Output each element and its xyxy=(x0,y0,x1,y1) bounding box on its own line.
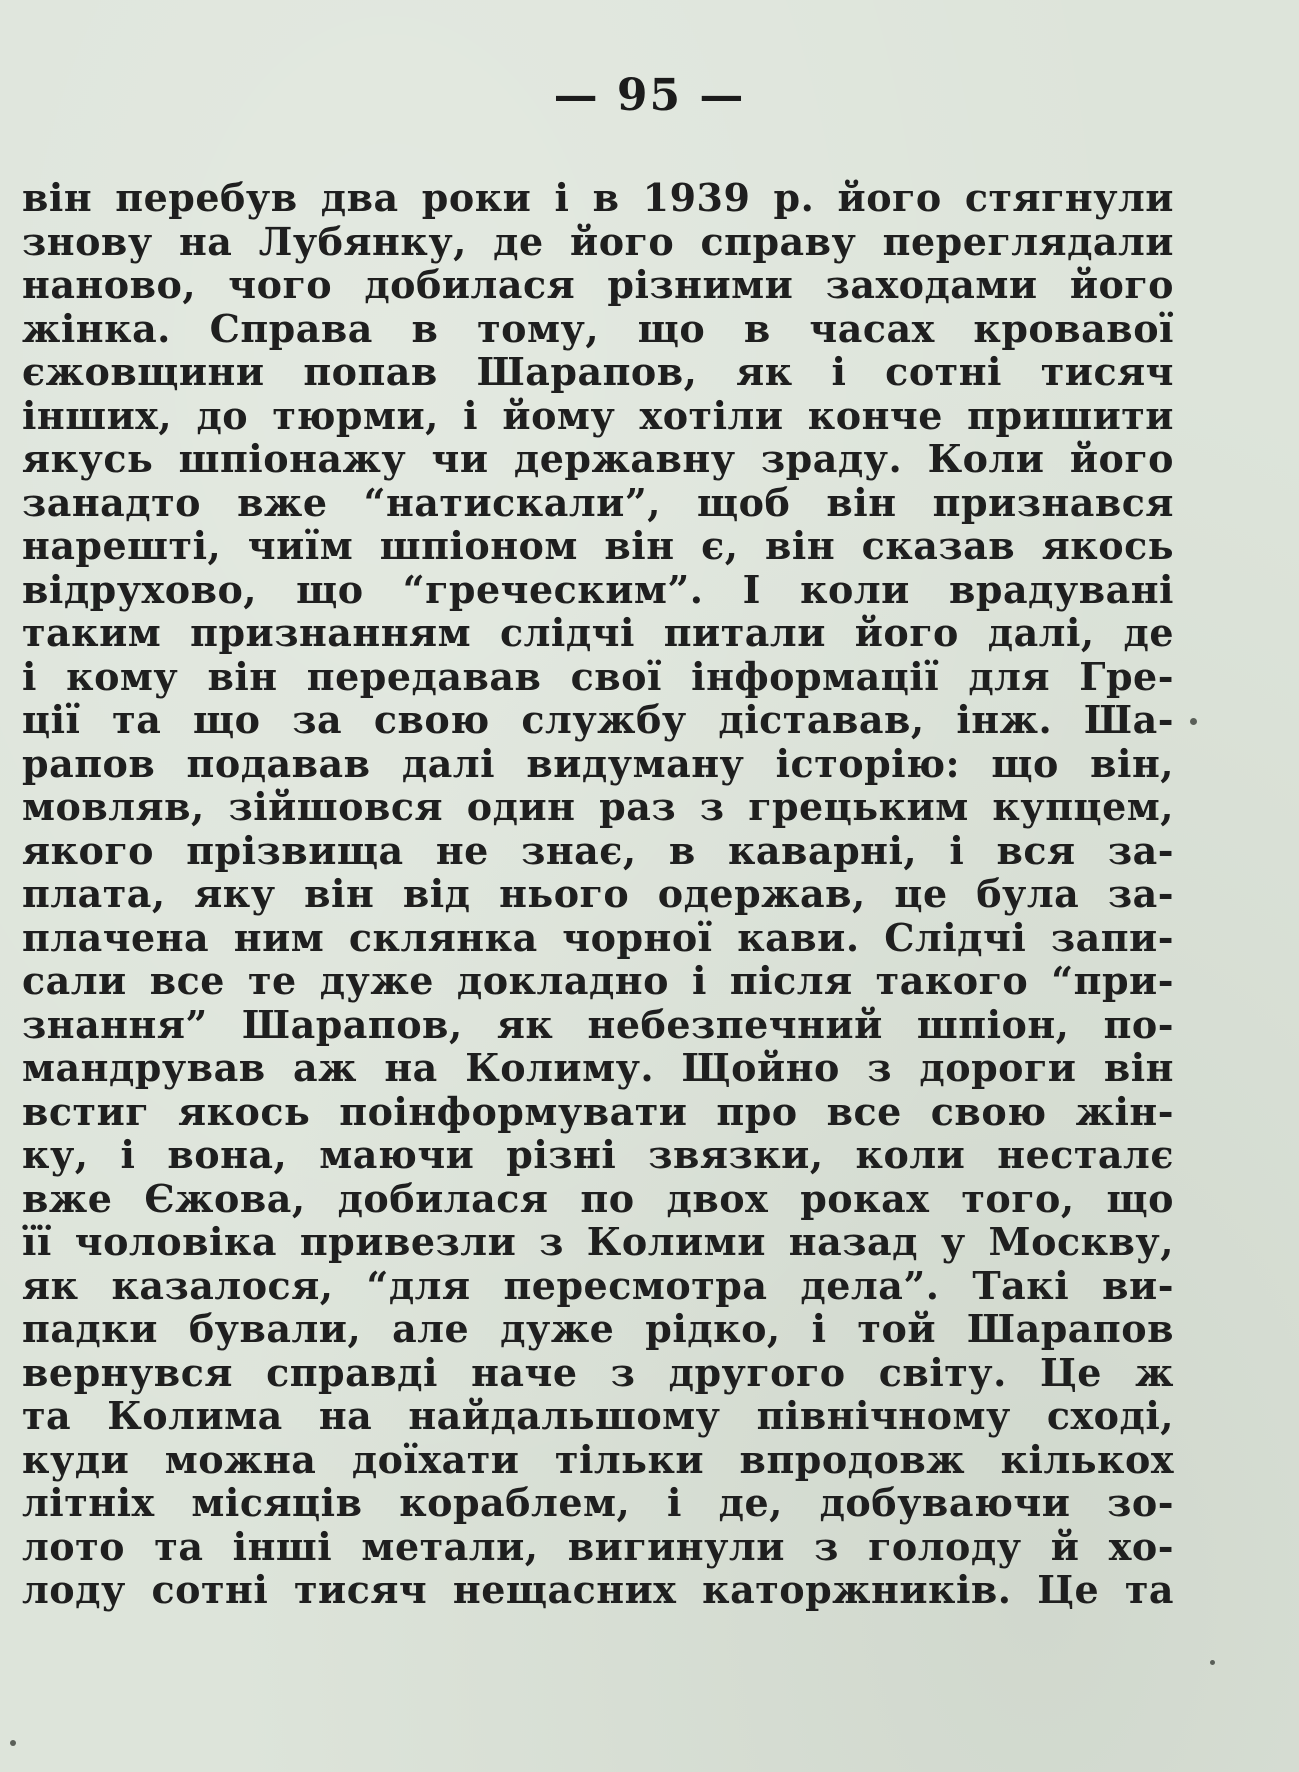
text-line: її чоловіка привезли з Колими назад у Москву, xyxy=(22,1219,1174,1264)
text-line: плачена ним склянка чорної кави. Слідчі запи- xyxy=(22,914,1174,960)
paper-speck xyxy=(1210,1660,1215,1665)
text-line: лоду сотні тисяч нещасних каторжників. Це та xyxy=(22,1567,1174,1612)
text-line: мандрував аж на Колиму. Щойно з дороги він xyxy=(22,1045,1174,1090)
body-text xyxy=(22,176,1174,1612)
text-line: рапов подавав далі видуману історію: що він, xyxy=(22,740,1174,786)
text-line: знання” Шарапов, як небезпечний шпіон, по- xyxy=(22,1001,1174,1047)
text-line: знову на Лубянку, де його справу переглядали xyxy=(22,218,1174,264)
text-line: занадто вже “натискали”, щоб він признався xyxy=(22,479,1174,525)
text-line: встиг якось поінформувати про все свою жін- xyxy=(22,1088,1174,1134)
text-line: літніх місяців кораблем, і де, добуваючи зо- xyxy=(22,1480,1174,1525)
text-line: якусь шпіонажу чи державну зраду. Коли його xyxy=(22,436,1174,481)
text-line: жінка. Справа в тому, що в часах кровавої xyxy=(22,305,1174,351)
text-line: відрухово, що “греческим”. І коли врадувані xyxy=(22,566,1174,612)
page-number: — 95 — xyxy=(553,70,746,121)
paper-speck xyxy=(10,1740,16,1746)
text-line: єжовщини попав Шарапов, як і сотні тисяч xyxy=(22,349,1174,394)
text-line: ку, і вона, маючи різні звязки, коли несталє xyxy=(22,1132,1174,1177)
text-line: та Колима на найдальшому північному сході, xyxy=(22,1393,1174,1438)
text-line: він перебув два роки і в 1939 р. його стягнули xyxy=(22,175,1174,220)
paper-speck xyxy=(1190,718,1197,725)
text-line: падки бували, але дуже рідко, і той Шарапов xyxy=(22,1306,1174,1351)
text-line: і кому він передавав свої інформації для Гре- xyxy=(22,653,1174,699)
text-line: куди можна доїхати тільки впродовж кількох xyxy=(22,1436,1174,1482)
text-line: як казалося, “для пересмотра дела”. Такі ви- xyxy=(22,1262,1174,1308)
text-line: ції та що за свою службу діставав, інж. Ша- xyxy=(22,697,1174,742)
text-line: мовляв, зійшовся один раз з грецьким купцем, xyxy=(22,784,1174,829)
text-line: таким признанням слідчі питали його далі, де xyxy=(22,610,1174,655)
text-line: якого прізвища не знає, в каварні, і вся за- xyxy=(22,827,1174,873)
text-line: вже Єжова, добилася по двох роках того, що xyxy=(22,1175,1174,1221)
text-line: сали все те дуже докладно і після такого “при- xyxy=(22,958,1174,1003)
text-line: плата, яку він від нього одержав, це була за- xyxy=(22,871,1174,916)
text-line: вернувся справді наче з другого світу. Це ж xyxy=(22,1349,1174,1395)
text-line: наново, чого добилася різними заходами його xyxy=(22,262,1174,307)
text-line: лото та інші метали, вигинули з голоду й хо- xyxy=(22,1523,1174,1569)
text-line: інших, до тюрми, і йому хотіли конче пришити xyxy=(22,392,1174,438)
text-line: нарешті, чиїм шпіоном він є, він сказав якось xyxy=(22,523,1174,568)
